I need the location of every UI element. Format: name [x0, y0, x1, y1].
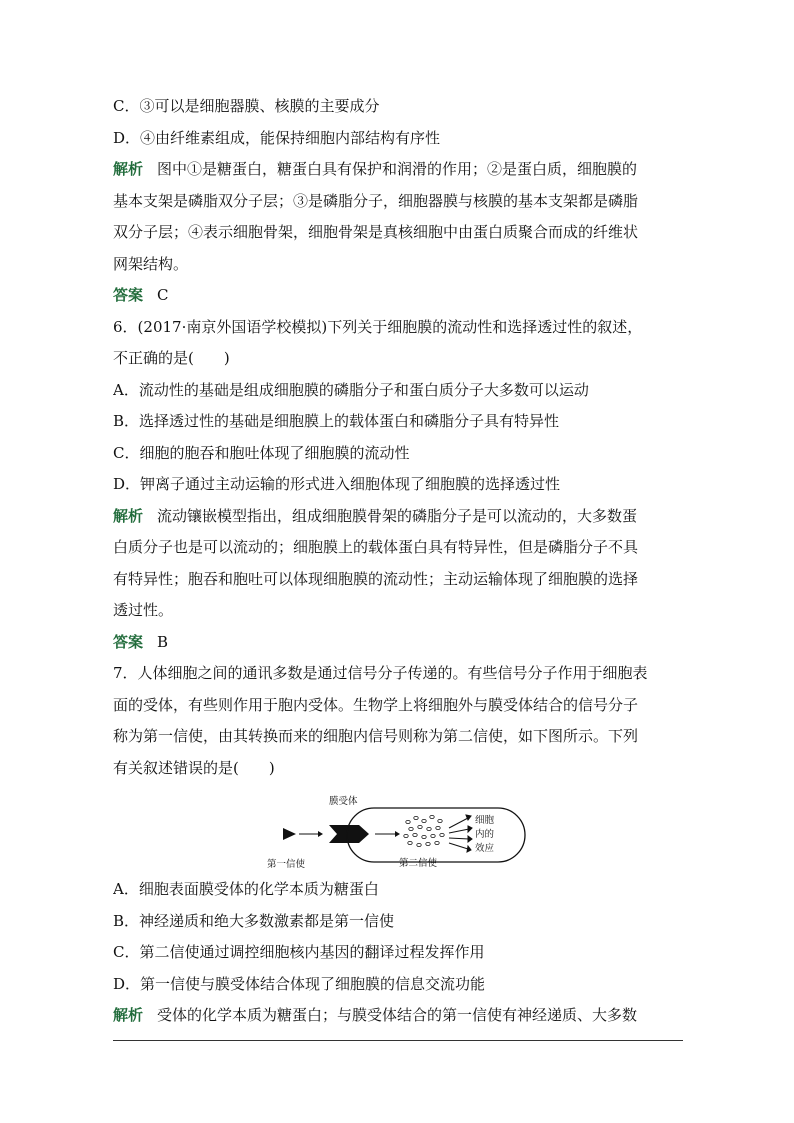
- q6-option-c: C．细胞的胞吞和胞吐体现了细胞膜的流动性: [113, 443, 410, 462]
- q6-option-d: D．钾离子通过主动运输的形式进入细胞体现了细胞膜的选择透过性: [113, 475, 561, 493]
- q6-stem-line-1: 6．(2017·南京外国语学校模拟)下列关于细胞膜的流动性和选择透过性的叙述，: [113, 317, 643, 336]
- q7-option-b: B．神经递质和绝大多数激素都是第一信使: [113, 911, 395, 930]
- arrowhead-1: [318, 831, 323, 837]
- answer-label: 答案: [113, 286, 144, 304]
- q7-stem-line-3: 称为第一信使，由其转换而来的细胞内信号则称为第二信使，如下图所示。下列: [113, 727, 639, 745]
- q7-stem-line-4: 有关叙述错误的是( ): [113, 758, 275, 777]
- q7-stem-line-1: 7．人体细胞之间的通讯多数是通过信号分子传递的。有些信号分子作用于细胞表: [113, 664, 648, 682]
- effect-label-line-3: 效应: [475, 843, 495, 854]
- receptor-label: 膜受体: [329, 796, 358, 807]
- receptor-shape: [329, 825, 369, 843]
- document-page: [113, 91, 683, 1032]
- arrowhead-2: [395, 831, 400, 837]
- q7-option-d: D．第一信使与膜受体结合体现了细胞膜的信息交流功能: [113, 974, 486, 993]
- cell-membrane: [347, 808, 525, 862]
- q5-answer: [113, 280, 683, 312]
- effect-arrows: [449, 815, 472, 852]
- q7-option-c: C．第二信使通过调控细胞核内基因的翻译过程发挥作用: [113, 943, 485, 961]
- effect-label-line-2: 内的: [475, 829, 495, 840]
- q6-analysis-line-3: 有特异性；胞吞和胞吐可以体现细胞膜的流动性；主动运输体现了细胞膜的选择: [113, 569, 639, 588]
- q5-analysis-line-4: 网架结构。: [113, 254, 189, 273]
- second-messenger-dots: [404, 815, 444, 846]
- q7-analysis-line-1: [113, 1000, 683, 1032]
- signal-diagram-svg: [263, 788, 533, 870]
- q5-analysis-line-1: [113, 154, 683, 186]
- footer-divider: [113, 1040, 683, 1041]
- analysis-label: 解析: [113, 1006, 144, 1024]
- answer-value: B: [157, 632, 169, 651]
- analysis-text: 受体的化学本质为糖蛋白；与膜受体结合的第一信使有神经递质、大多数: [157, 1006, 638, 1024]
- answer-label: 答案: [113, 632, 144, 651]
- q7-option-a: A．细胞表面膜受体的化学本质为糖蛋白: [113, 880, 379, 898]
- q6-stem-line-2: 不正确的是( ): [113, 349, 230, 367]
- effect-label-line-1: 细胞: [475, 815, 495, 826]
- second-messenger-label: 第二信使: [399, 858, 438, 869]
- q7-stem-line-2: 面的受体，有些则作用于胞内受体。生物学上将细胞外与膜受体结合的信号分子: [113, 695, 639, 714]
- q5-option-c: C．③可以是细胞器膜、核膜的主要成分: [113, 97, 380, 115]
- analysis-text: 流动镶嵌模型指出，组成细胞膜骨架的磷脂分子是可以流动的，大多数蛋: [157, 506, 638, 525]
- signal-diagram: [113, 788, 683, 872]
- q6-answer: [113, 627, 683, 659]
- q6-analysis-line-2: 白质分子也是可以流动的；细胞膜上的载体蛋白具有特异性，但是磷脂分子不具: [113, 538, 639, 556]
- analysis-label: 解析: [113, 506, 144, 525]
- answer-value: C: [157, 286, 169, 304]
- q5-option-d: D．④由纤维素组成，能保持细胞内部结构有序性: [113, 128, 441, 147]
- first-messenger-label: 第一信使: [267, 859, 306, 870]
- analysis-text: 图中①是糖蛋白，糖蛋白具有保护和润滑的作用；②是蛋白质，细胞膜的: [157, 160, 638, 178]
- q6-analysis-line-4: 透过性。: [113, 601, 174, 619]
- q6-option-b: B．选择透过性的基础是细胞膜上的载体蛋白和磷脂分子具有特异性: [113, 412, 560, 430]
- first-messenger-shape: [283, 828, 296, 840]
- q5-analysis-line-2: 基本支架是磷脂双分子层；③是磷脂分子，细胞器膜与核膜的基本支架都是磷脂: [113, 191, 639, 210]
- q6-analysis-line-1: [113, 501, 683, 533]
- analysis-label: 解析: [113, 160, 144, 178]
- q5-analysis-line-3: 双分子层；④表示细胞骨架，细胞骨架是真核细胞中由蛋白质聚合而成的纤维状: [113, 223, 639, 241]
- q6-option-a: A．流动性的基础是组成细胞膜的磷脂分子和蛋白质分子大多数可以运动: [113, 380, 589, 399]
